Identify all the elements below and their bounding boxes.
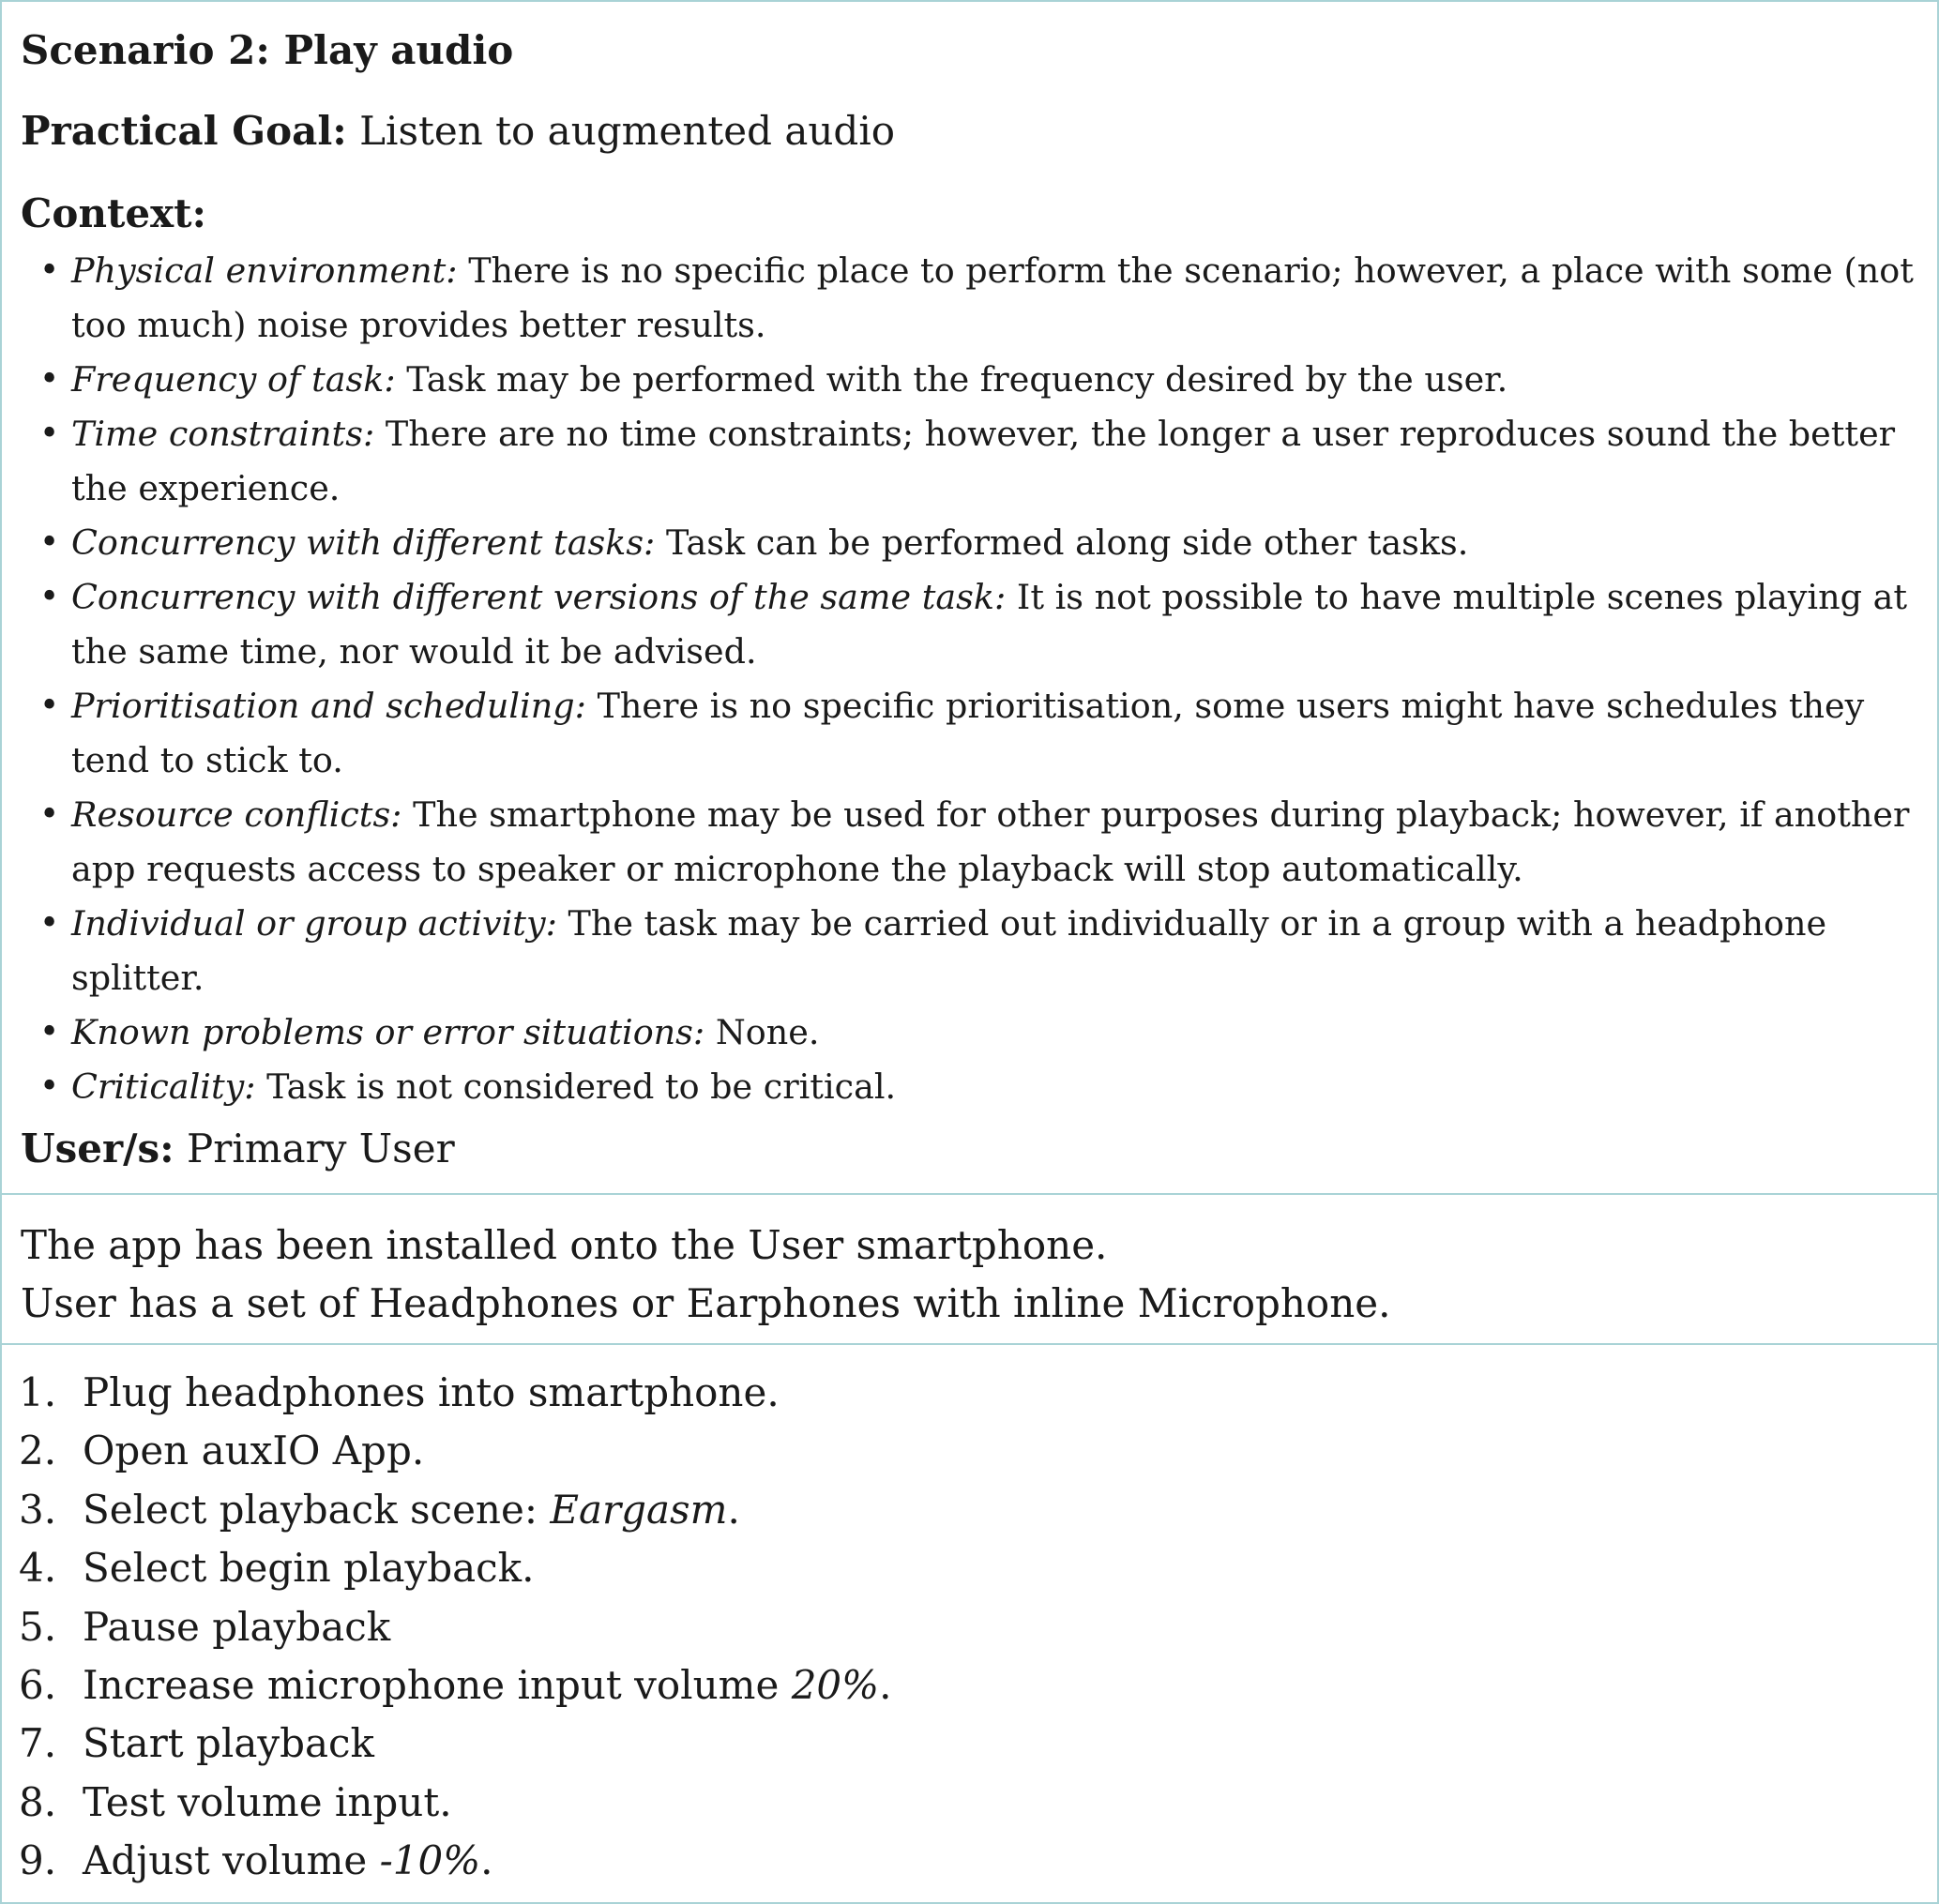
bullet-icon: • — [39, 904, 60, 943]
context-text: Task is not considered to be critical. — [266, 1066, 897, 1107]
context-list — [21, 244, 1916, 1114]
step-item — [19, 1539, 891, 1597]
step-item — [19, 1715, 891, 1773]
bullet-icon: • — [39, 523, 60, 562]
steps-cell — [2, 1343, 1937, 1902]
context-item-frequency — [21, 353, 1916, 407]
context-term: Criticality: — [71, 1066, 256, 1107]
context-item-concurrency-tasks — [21, 516, 1916, 570]
step-item — [19, 1774, 891, 1832]
bullet-icon: • — [39, 360, 60, 399]
step-text: Open auxIO App. — [83, 1428, 425, 1474]
step-tail: . — [879, 1662, 892, 1709]
context-term: Time constraints: — [71, 414, 375, 454]
context-text: There are no time constraints; however, the longer a user reproduces sound the better the experience. — [71, 414, 1896, 508]
context-term: Frequency of task: — [71, 359, 396, 400]
step-text: Select begin playback. — [83, 1545, 535, 1592]
bullet-icon: • — [39, 578, 60, 616]
step-text: Adjust volume — [83, 1837, 380, 1884]
steps-list — [19, 1364, 891, 1891]
step-item — [19, 1422, 891, 1480]
precondition-line: The app has been installed onto the User smartphone. — [21, 1222, 1108, 1268]
context-term: Physical environment: — [71, 250, 458, 291]
practical-goal — [21, 105, 895, 158]
context-text: There is no specific prioritisation, some users might have schedules they tend to stick to. — [71, 686, 1865, 780]
step-text: Test volume input. — [83, 1778, 452, 1825]
step-emphasis: -10% — [379, 1837, 481, 1884]
step-number: 8. — [19, 1778, 57, 1825]
context-text: It is not possible to have multiple scenes playing at the same time, nor would it be advised. — [71, 577, 1907, 672]
context-text: Task can be performed along side other tasks. — [665, 522, 1469, 563]
page-title: Scenario 2: Play audio — [21, 27, 514, 73]
bullet-icon: • — [39, 795, 60, 834]
context-text: Task may be performed with the frequency desired by the user. — [406, 359, 1508, 400]
step-item — [19, 1656, 891, 1715]
context-term: Concurrency with different tasks: — [71, 522, 656, 563]
step-number: 6. — [19, 1662, 57, 1709]
context-cell — [2, 2, 1937, 1193]
bullet-icon: • — [39, 251, 60, 290]
context-text: None. — [715, 1012, 820, 1052]
step-number: 3. — [19, 1486, 57, 1533]
preconditions-cell — [2, 1193, 1937, 1343]
practical-goal-text: Listen to augmented audio — [359, 108, 896, 154]
precondition-line: User has a set of Headphones or Earphones with inline Microphone. — [21, 1280, 1391, 1326]
step-item — [19, 1832, 891, 1890]
bullet-icon: • — [39, 1067, 60, 1106]
step-item — [19, 1481, 891, 1539]
step-emphasis: 20% — [791, 1662, 880, 1709]
context-term: Known problems or error situations: — [71, 1012, 705, 1052]
users-text: Primary User — [186, 1126, 455, 1171]
step-number: 9. — [19, 1837, 57, 1884]
practical-goal-label: Practical Goal: — [21, 108, 347, 154]
step-text: Start playback — [83, 1720, 374, 1767]
context-term: Individual or group activity: — [71, 903, 557, 944]
context-term: Resource conflicts: — [71, 794, 402, 835]
context-item-individual-group — [21, 897, 1916, 1005]
bullet-icon: • — [39, 687, 60, 725]
context-item-criticality — [21, 1060, 1916, 1114]
context-item-prioritisation — [21, 679, 1916, 788]
context-term: Prioritisation and scheduling: — [71, 686, 586, 726]
step-number: 2. — [19, 1428, 57, 1474]
bullet-icon: • — [39, 415, 60, 453]
step-tail: . — [727, 1486, 740, 1533]
users-label: User/s: — [21, 1126, 174, 1171]
step-emphasis: Eargasm — [550, 1486, 728, 1533]
context-text: The smartphone may be used for other purposes during playback; however, if another app requests access to speaker or microphone the playback will stop automatically. — [71, 794, 1910, 889]
context-item-known-problems — [21, 1005, 1916, 1060]
step-text: Select playback scene: — [83, 1486, 551, 1533]
context-text: There is no specific place to perform the scenario; however, a place with some (not too much) noise provides better results. — [71, 250, 1914, 345]
step-item — [19, 1598, 891, 1656]
users-line — [21, 1123, 455, 1175]
context-item-concurrency-versions — [21, 570, 1916, 679]
context-term: Concurrency with different versions of the same task: — [71, 577, 1007, 617]
step-tail: . — [480, 1837, 493, 1884]
step-text: Pause playback — [83, 1603, 391, 1650]
step-number: 7. — [19, 1720, 57, 1767]
bullet-icon: • — [39, 1013, 60, 1051]
context-item-resource-conflicts — [21, 788, 1916, 897]
step-item — [19, 1364, 891, 1422]
step-text: Plug headphones into smartphone. — [83, 1369, 780, 1415]
context-item-time-constraints — [21, 407, 1916, 516]
step-number: 5. — [19, 1603, 57, 1650]
step-text: Increase microphone input volume — [83, 1662, 792, 1709]
context-item-physical-environment — [21, 244, 1916, 353]
context-text: The task may be carried out individually or in a group with a headphone splitter. — [71, 903, 1827, 998]
step-number: 1. — [19, 1369, 57, 1415]
step-number: 4. — [19, 1545, 57, 1592]
context-heading: Context: — [21, 190, 207, 236]
